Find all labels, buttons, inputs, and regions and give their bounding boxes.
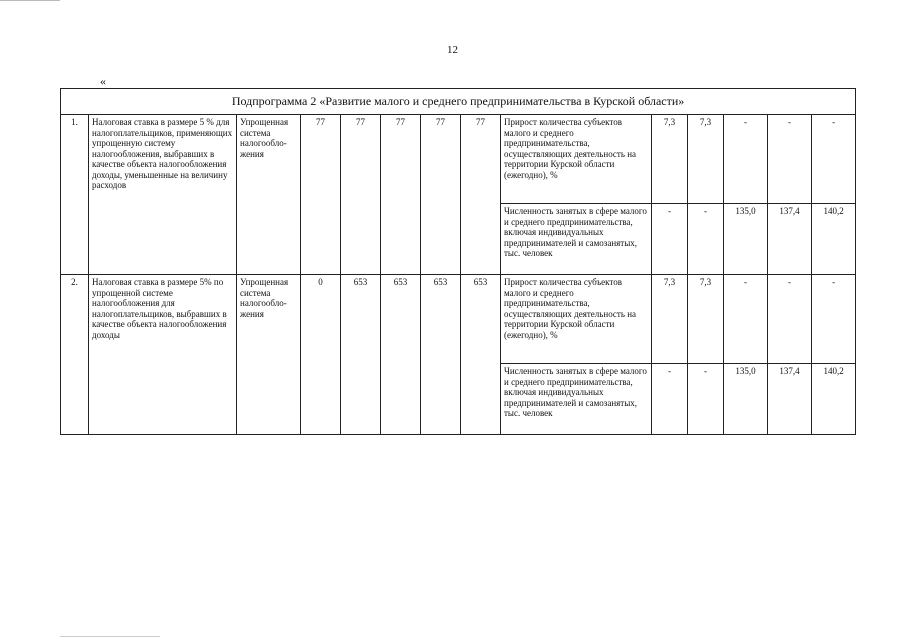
amount-cell: 77: [421, 115, 461, 275]
opening-quote-mark: «: [100, 74, 106, 88]
indicator-value: -: [768, 115, 812, 204]
tax-expenditure-table: [60, 88, 856, 435]
subprogram-title: Подпрограмма 2 «Развитие малого и среднего предпринимательства в Курской области»: [61, 89, 856, 115]
table-row: [61, 275, 856, 364]
amount-cell: 77: [301, 115, 341, 275]
indicator-name: Прирост количества субъектов малого и среднего предпринимательства, осуществляющих деятельность на территории Курской области (ежегодно), %: [501, 115, 652, 204]
amount-cell: 653: [381, 275, 421, 435]
page-number: 12: [447, 44, 458, 56]
tax-system: Упрощенная система налогообло-жения: [237, 275, 301, 435]
amount-cell: 77: [461, 115, 501, 275]
scan-edge-mark: [0, 0, 60, 1]
indicator-value: 7,3: [652, 275, 688, 364]
table-row: [61, 115, 856, 204]
indicator-value: 7,3: [688, 115, 724, 204]
indicator-value: -: [724, 275, 768, 364]
indicator-value: -: [688, 364, 724, 435]
indicator-value: -: [652, 364, 688, 435]
indicator-value: 135,0: [724, 204, 768, 275]
row-number: 1.: [61, 115, 89, 275]
tax-benefit-description: Налоговая ставка в размере 5% по упрощенной системе налогообложения для налогоплательщиков, выбравших в качестве объекта налогообложения доходы: [89, 275, 237, 435]
tax-benefit-description: Налоговая ставка в размере 5 % для налогоплательщиков, применяющих упрощенную систему налогообложения, выбравших в качестве объекта налогообложения доходы, уменьшенные на величину расходов: [89, 115, 237, 275]
indicator-value: -: [768, 275, 812, 364]
amount-cell: 77: [341, 115, 381, 275]
scan-edge-mark: [60, 636, 160, 637]
amount-cell: 77: [381, 115, 421, 275]
indicator-value: 7,3: [688, 275, 724, 364]
indicator-value: 140,2: [812, 364, 856, 435]
indicator-value: -: [812, 115, 856, 204]
tax-system: Упрощенная система налогооблo-жения: [237, 115, 301, 275]
indicator-value: -: [652, 204, 688, 275]
indicator-value: 137,4: [768, 204, 812, 275]
amount-cell: 653: [461, 275, 501, 435]
indicator-name: Численность занятых в сфере малого и среднего предпринимательства, включая индивидуальных предпринимателей и самозанятых, тыс. человек: [501, 204, 652, 275]
indicator-name: Прирост количества субъектов малого и среднего предпринимательства, осуществляющих деятельность на территории Курской области (ежегодно), %: [501, 275, 652, 364]
subprogram-title-row: [61, 89, 856, 115]
indicator-name: Численность занятых в сфере малого и среднего предпринимательства, включая индивидуальных предпринимателей и самозанятых, тыс. человек: [501, 364, 652, 435]
indicator-value: -: [688, 204, 724, 275]
row-number: 2.: [61, 275, 89, 435]
indicator-value: 135,0: [724, 364, 768, 435]
amount-cell: 653: [341, 275, 381, 435]
indicator-value: 137,4: [768, 364, 812, 435]
amount-cell: 0: [301, 275, 341, 435]
indicator-value: 7,3: [652, 115, 688, 204]
indicator-value: 140,2: [812, 204, 856, 275]
indicator-value: -: [812, 275, 856, 364]
amount-cell: 653: [421, 275, 461, 435]
indicator-value: -: [724, 115, 768, 204]
